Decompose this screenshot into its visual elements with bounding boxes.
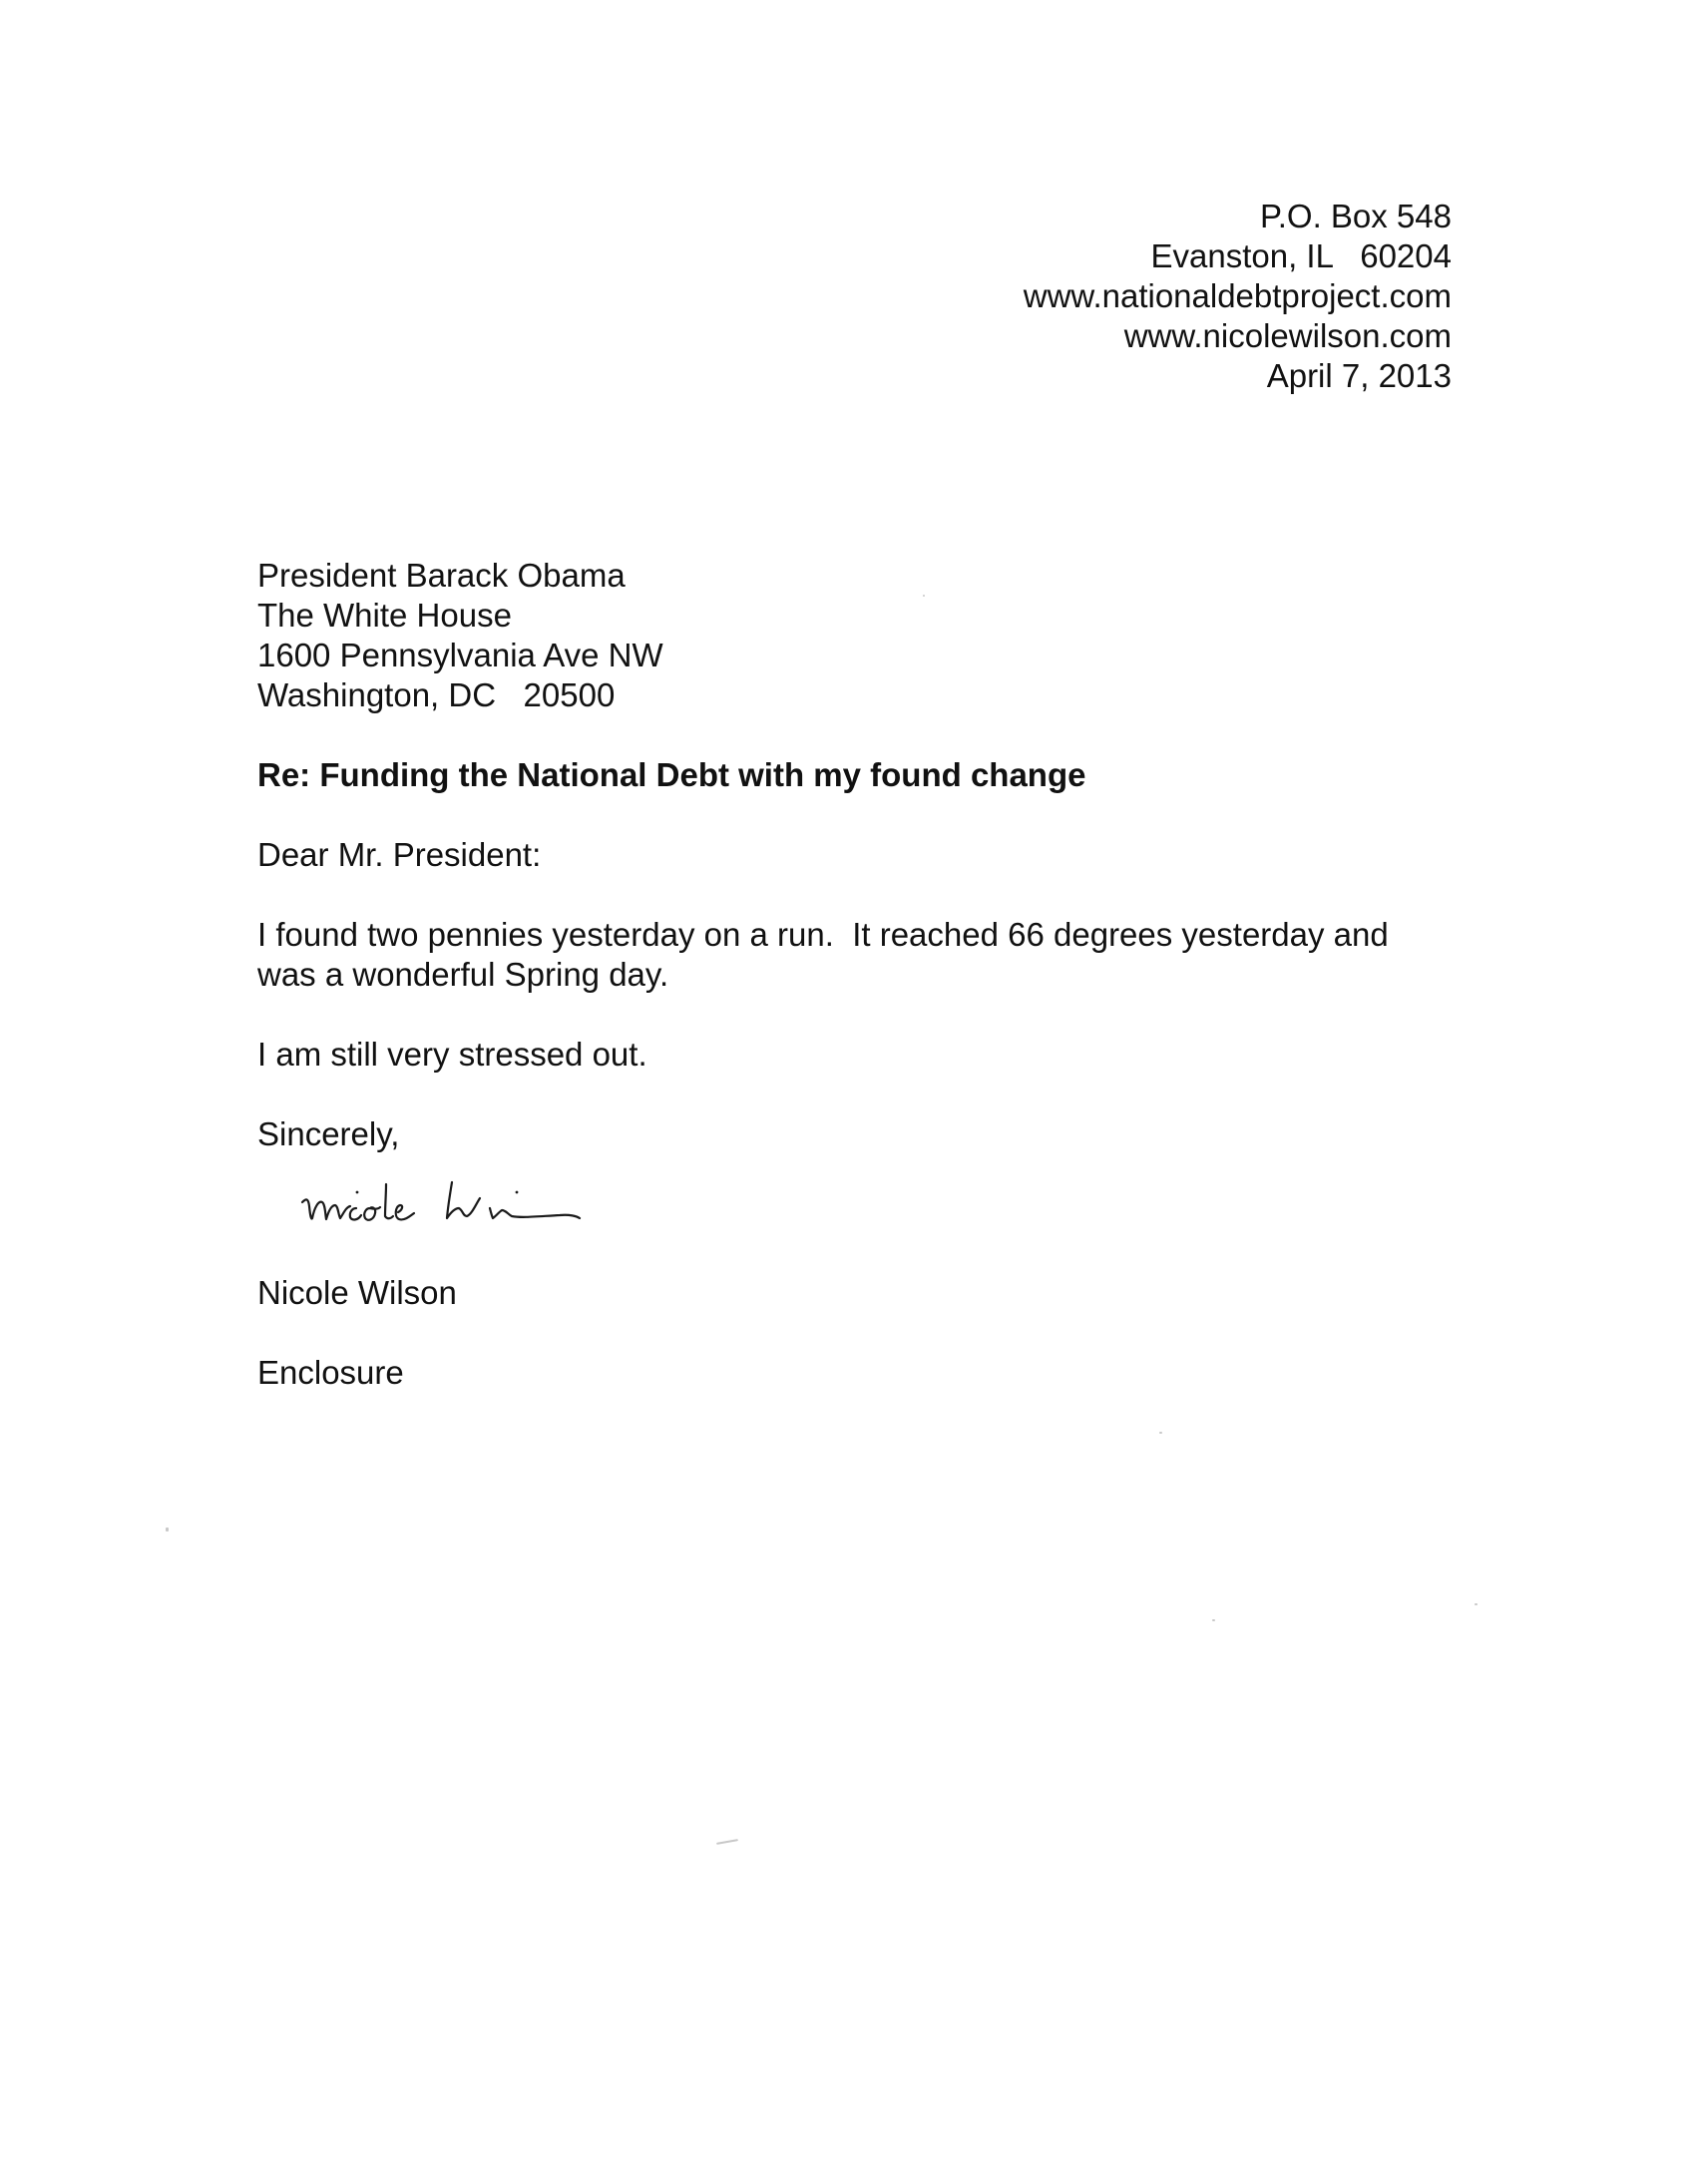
body-paragraph-2-line-1: I am still very stressed out. [257,1036,647,1073]
subject-line: Re: Funding the National Debt with my found change [257,756,1086,793]
sender-block [1024,197,1452,396]
recipient-street: 1600 Pennsylvania Ave NW [257,637,663,673]
body-paragraph-1-line-1: I found two pennies yesterday on a run. It reached 66 degrees yesterday and [257,916,1389,953]
scan-speck [716,1839,738,1845]
recipient-name: President Barack Obama [257,557,626,594]
scan-speck [1159,1432,1162,1434]
letter-date: April 7, 2013 [1266,357,1452,394]
signer-name: Nicole Wilson [257,1274,457,1311]
sender-website-2: www.nicolewilson.com [1123,317,1452,354]
closing: Sincerely, [257,1115,400,1152]
scan-speck [1475,1603,1478,1605]
sender-address-line2: Evanston, IL 60204 [1150,237,1452,274]
body-paragraph-1 [257,915,1455,995]
sender-address-line1: P.O. Box 548 [1259,198,1452,234]
salutation: Dear Mr. President: [257,836,542,873]
enclosure-note: Enclosure [257,1354,404,1391]
body-paragraph-2 [257,1035,1455,1075]
scan-speck [166,1528,169,1531]
recipient-organization: The White House [257,597,512,634]
recipient-block [257,556,663,715]
handwritten-signature [294,1172,693,1242]
body-paragraph-1-line-2: was a wonderful Spring day. [257,956,669,993]
scan-speck [923,595,925,597]
recipient-city-line: Washington, DC 20500 [257,676,616,713]
sender-website-1: www.nationaldebtproject.com [1023,277,1452,314]
scan-speck [1212,1619,1215,1621]
